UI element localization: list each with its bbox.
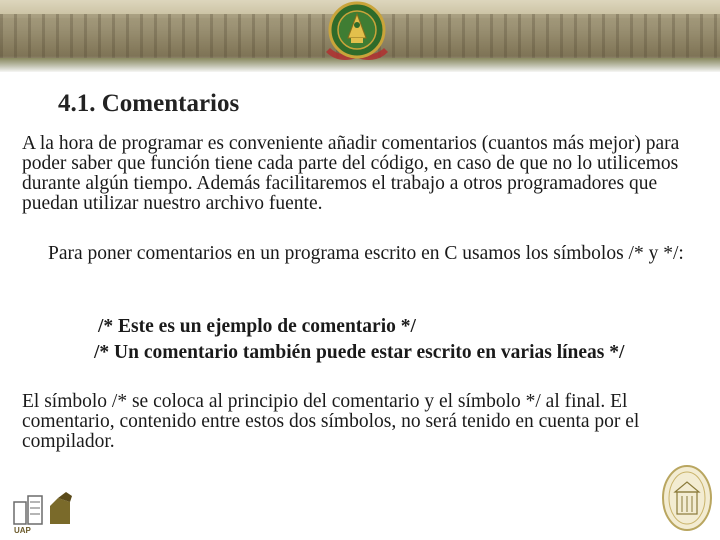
paragraph-symbols: Para poner comentarios en un programa escrito en C usamos los símbolos /* y */:: [48, 243, 684, 264]
campus-seal-icon: [660, 462, 714, 532]
uap-logo-text: UAP: [14, 526, 31, 535]
slide-title: 4.1. Comentarios: [58, 90, 240, 117]
paragraph-intro: A la hora de programar es conveniente añadir comentarios (cuantos más mejor) para poder saber que función tiene cada parte del código, en caso de que no lo utilicemos durante algún tiempo. Además facilitaremos el trabajo a otros programadores que puedan utilizar nuestro archivo fuente.: [22, 133, 680, 214]
code-example-line-2: /* Un comentario también puede estar escrito en varias líneas */: [94, 342, 625, 363]
paragraph-explanation: El símbolo /* se coloca al principio del comentario y el símbolo */ al final. El comentario, contenido entre estos dos símbolos, no será tenido en cuenta por el compilador.: [22, 391, 640, 452]
uap-logo: [10, 488, 82, 535]
university-seal-icon: [318, 0, 396, 70]
uap-building-icon: [10, 488, 82, 526]
code-example-line-1: /* Este es un ejemplo de comentario */: [98, 316, 416, 337]
